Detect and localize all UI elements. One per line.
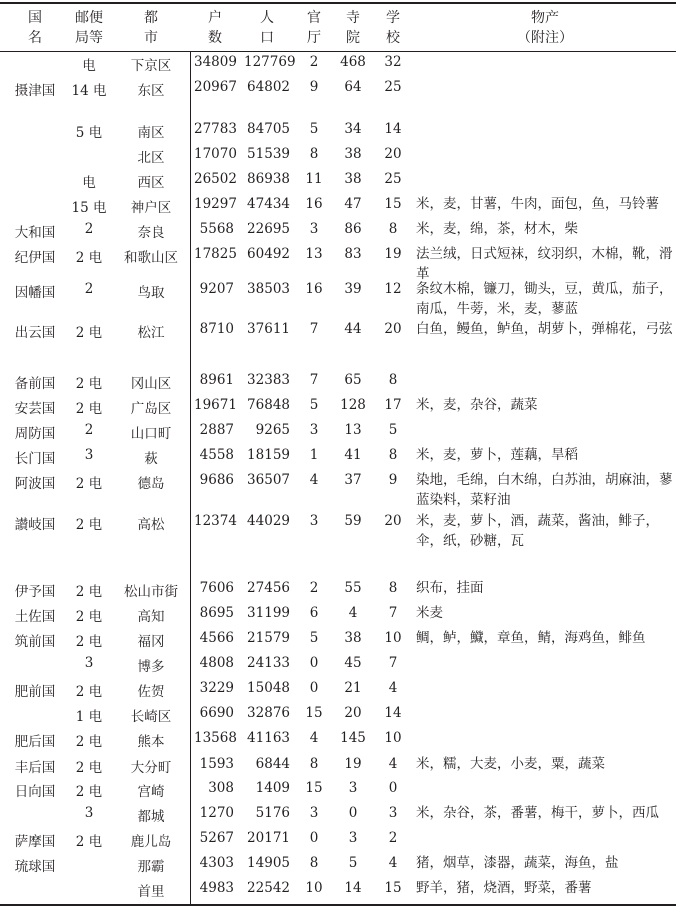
cell-post: 15 电 — [71, 200, 107, 216]
cell-products: 米，麦，杂谷，蔬菜 — [416, 397, 538, 413]
cell-schools: 0 — [388, 780, 398, 796]
cell-population: 14905 — [247, 855, 290, 871]
header-population — [250, 8, 284, 48]
cell-temples: 38 — [344, 146, 362, 162]
cell-households: 3229 — [199, 680, 234, 696]
cell-households: 9686 — [199, 472, 234, 488]
cell-post: 2 电 — [75, 784, 103, 800]
header-city-l2: 市 — [144, 30, 158, 46]
cell-population: 6844 — [255, 756, 290, 772]
header-products-l1: 物产 — [531, 10, 559, 26]
cell-province: 肥后国 — [14, 734, 56, 750]
cell-city: 冈山区 — [130, 376, 172, 392]
cell-city: 都城 — [137, 809, 165, 825]
cell-households: 4983 — [199, 880, 234, 896]
cell-schools: 8 — [388, 221, 398, 237]
cell-province: 日向国 — [14, 784, 56, 800]
header-temples-l1: 寺 — [346, 10, 360, 26]
cell-schools: 7 — [388, 655, 398, 671]
cell-temples: 65 — [344, 372, 362, 388]
cell-population: 27456 — [247, 580, 290, 596]
cell-population: 5176 — [255, 805, 290, 821]
cell-schools: 10 — [384, 730, 402, 746]
cell-post: 电 — [82, 175, 96, 191]
cell-temples: 5 — [348, 855, 358, 871]
cell-households: 4808 — [199, 655, 234, 671]
cell-offices: 9 — [309, 79, 319, 95]
cell-city: 广岛区 — [130, 401, 172, 417]
cell-products: 米，杂谷，茶，番薯，梅干，萝卜，西瓜 — [416, 805, 659, 821]
cell-schools: 5 — [388, 422, 398, 438]
cell-city: 福冈 — [137, 634, 165, 650]
cell-city: 萩 — [144, 451, 158, 467]
header-products — [470, 8, 620, 48]
cell-households: 1270 — [199, 805, 234, 821]
cell-offices: 8 — [309, 756, 319, 772]
cell-households: 8710 — [199, 321, 234, 337]
cell-offices: 3 — [309, 221, 319, 237]
cell-offices: 3 — [309, 422, 319, 438]
cell-temples: 38 — [344, 630, 362, 646]
cell-schools: 8 — [388, 372, 398, 388]
cell-households: 26502 — [194, 171, 237, 187]
cell-population: 38503 — [247, 281, 290, 297]
top-rule — [0, 2, 676, 4]
cell-population: 127769 — [244, 54, 296, 70]
cell-temples: 4 — [348, 605, 358, 621]
cell-households: 17070 — [194, 146, 237, 162]
cell-province: 琉球国 — [14, 859, 56, 875]
cell-temples: 38 — [344, 171, 362, 187]
cell-temples: 47 — [344, 196, 362, 212]
cell-population: 44029 — [247, 513, 290, 529]
cell-offices: 7 — [309, 321, 319, 337]
cell-households: 27783 — [194, 121, 237, 137]
cell-province: 土佐国 — [14, 609, 56, 625]
cell-products: 猪，烟草，漆器，蔬菜，海鱼，盐 — [416, 855, 619, 871]
cell-offices: 6 — [309, 605, 319, 621]
cell-city: 鹿儿岛 — [130, 834, 172, 850]
header-temples — [338, 8, 368, 48]
header-schools — [378, 8, 408, 48]
header-post — [64, 8, 114, 48]
cell-city: 西区 — [137, 175, 165, 191]
cell-households: 8695 — [199, 605, 234, 621]
cell-offices: 5 — [309, 121, 319, 137]
cell-province: 周防国 — [14, 426, 56, 442]
header-post-l1: 邮便 — [75, 10, 103, 26]
cell-schools: 10 — [384, 630, 402, 646]
cell-offices: 13 — [305, 246, 323, 262]
cell-post: 5 电 — [75, 125, 103, 141]
cell-temples: 41 — [344, 447, 362, 463]
cell-population: 32383 — [247, 372, 290, 388]
cell-households: 13568 — [194, 730, 237, 746]
header-products-l2: （附注） — [517, 30, 573, 46]
cell-post: 2 电 — [75, 734, 103, 750]
cell-offices: 10 — [305, 880, 323, 896]
cell-products: 米，糯，大麦，小麦，粟，蔬菜 — [416, 756, 605, 772]
cell-schools: 25 — [384, 171, 402, 187]
cell-households: 34809 — [194, 54, 237, 70]
cell-post: 3 — [84, 447, 94, 463]
cell-post: 14 电 — [71, 83, 107, 99]
cell-temples: 3 — [348, 830, 358, 846]
cell-temples: 14 — [344, 880, 362, 896]
cell-post: 2 电 — [75, 517, 103, 533]
cell-post: 2 电 — [75, 609, 103, 625]
header-households-l1: 户 — [208, 10, 222, 26]
cell-temples: 468 — [340, 54, 366, 70]
cell-products: 条纹木棉，镰刀，锄头，豆，黄瓜，茄子，南瓜，牛蒡，米，麦，蓼蓝 — [416, 281, 673, 317]
cell-offices: 3 — [309, 805, 319, 821]
header-schools-l1: 学 — [386, 10, 400, 26]
header-households-l2: 数 — [208, 30, 222, 46]
cell-city: 佐贺 — [137, 684, 165, 700]
cell-population: 47434 — [247, 196, 290, 212]
cell-province: 摄津国 — [14, 83, 56, 99]
cell-city: 松山市街 — [124, 584, 178, 600]
cell-temples: 86 — [344, 221, 362, 237]
cell-city: 鸟取 — [137, 285, 165, 301]
cell-temples: 0 — [348, 805, 358, 821]
cell-offices: 1 — [309, 447, 319, 463]
cell-province: 阿波国 — [14, 476, 56, 492]
cell-post: 3 — [84, 655, 94, 671]
cell-province: 出云国 — [14, 325, 56, 341]
cell-households: 8961 — [199, 372, 234, 388]
cell-city: 松江 — [137, 325, 165, 341]
cell-post: 2 电 — [75, 401, 103, 417]
cell-temples: 3 — [348, 780, 358, 796]
cell-offices: 0 — [309, 680, 319, 696]
cell-post: 2 — [84, 422, 94, 438]
cell-offices: 4 — [309, 730, 319, 746]
cell-households: 19671 — [194, 397, 237, 413]
cell-province: 因幡国 — [14, 285, 56, 301]
cell-population: 36507 — [247, 472, 290, 488]
cell-population: 32876 — [247, 705, 290, 721]
cell-province: 纪伊国 — [14, 250, 56, 266]
cell-city: 奈良 — [137, 225, 165, 241]
cell-schools: 8 — [388, 447, 398, 463]
header-province — [10, 8, 60, 48]
cell-offices: 7 — [309, 372, 319, 388]
cell-offices: 11 — [305, 171, 323, 187]
cell-province: 大和国 — [14, 225, 56, 241]
cell-offices: 15 — [305, 780, 323, 796]
cell-offices: 15 — [305, 705, 323, 721]
cell-population: 15048 — [247, 680, 290, 696]
cell-households: 5267 — [199, 830, 234, 846]
cell-city: 那霸 — [137, 859, 165, 875]
cell-schools: 32 — [384, 54, 402, 70]
cell-population: 60492 — [247, 246, 290, 262]
cell-products: 野羊，猪，烧酒，野菜，番薯 — [416, 880, 592, 896]
cell-city: 熊本 — [137, 734, 165, 750]
cell-temples: 145 — [340, 730, 366, 746]
cell-province: 筑前国 — [14, 634, 56, 650]
cell-city: 东区 — [137, 83, 165, 99]
cell-population: 76848 — [247, 397, 290, 413]
cell-offices: 8 — [309, 146, 319, 162]
cell-products: 米麦 — [416, 605, 443, 621]
cell-offices: 8 — [309, 855, 319, 871]
cell-province: 肥前国 — [14, 684, 56, 700]
cell-schools: 4 — [388, 756, 398, 772]
cell-temples: 21 — [344, 680, 362, 696]
cell-temples: 13 — [344, 422, 362, 438]
cell-offices: 2 — [309, 580, 319, 596]
cell-population: 18159 — [247, 447, 290, 463]
cell-population: 37611 — [247, 321, 290, 337]
cell-households: 20967 — [194, 79, 237, 95]
cell-products: 织布，挂面 — [416, 580, 484, 596]
cell-offices: 4 — [309, 472, 319, 488]
cell-offices: 5 — [309, 397, 319, 413]
cell-population: 41163 — [247, 730, 290, 746]
cell-post: 1 电 — [75, 709, 103, 725]
cell-city: 高松 — [137, 517, 165, 533]
cell-households: 4566 — [199, 630, 234, 646]
cell-province: 备前国 — [14, 376, 56, 392]
cell-households: 19297 — [194, 196, 237, 212]
cell-post: 2 电 — [75, 634, 103, 650]
cell-temples: 19 — [344, 756, 362, 772]
cell-city: 高知 — [137, 609, 165, 625]
cell-post: 2 电 — [75, 684, 103, 700]
cell-post: 2 电 — [75, 584, 103, 600]
cell-province: 安芸国 — [14, 401, 56, 417]
header-population-l2: 口 — [260, 30, 274, 46]
cell-schools: 14 — [384, 705, 402, 721]
cell-offices: 0 — [309, 655, 319, 671]
cell-city: 宫崎 — [137, 784, 165, 800]
cell-temples: 44 — [344, 321, 362, 337]
cell-households: 7606 — [199, 580, 234, 596]
cell-province: 讃岐国 — [14, 517, 56, 533]
cell-households: 2887 — [199, 422, 234, 438]
cell-temples: 55 — [344, 580, 362, 596]
cell-city: 神户区 — [130, 200, 172, 216]
cell-products: 染地，毛绵，白木绵，白苏油，胡麻油，蓼蓝染料，菜籽油 — [416, 472, 673, 508]
cell-city: 下京区 — [130, 58, 172, 74]
cell-schools: 20 — [384, 321, 402, 337]
cell-population: 1409 — [255, 780, 290, 796]
cell-temples: 34 — [344, 121, 362, 137]
cell-schools: 4 — [388, 855, 398, 871]
cell-city: 首里 — [137, 884, 165, 900]
cell-population: 31199 — [247, 605, 290, 621]
cell-temples: 20 — [344, 705, 362, 721]
header-offices — [300, 8, 328, 48]
header-temples-l2: 院 — [346, 30, 360, 46]
cell-offices: 2 — [309, 54, 319, 70]
cell-schools: 4 — [388, 680, 398, 696]
cell-post: 2 — [84, 281, 94, 297]
header-schools-l2: 校 — [386, 30, 400, 46]
cell-temples: 128 — [340, 397, 366, 413]
cell-schools: 19 — [384, 246, 402, 262]
cell-post: 2 — [84, 221, 94, 237]
cell-households: 17825 — [194, 246, 237, 262]
cell-province: 丰后国 — [14, 760, 56, 776]
cell-population: 86938 — [247, 171, 290, 187]
cell-temples: 59 — [344, 513, 362, 529]
cell-post: 2 电 — [75, 250, 103, 266]
cell-post: 2 电 — [75, 834, 103, 850]
header-households — [198, 8, 232, 48]
header-offices-l1: 官 — [307, 10, 321, 26]
cell-households: 4558 — [199, 447, 234, 463]
cell-offices: 16 — [305, 281, 323, 297]
header-province-l1: 国 — [28, 10, 42, 26]
cell-post: 3 — [84, 805, 94, 821]
cell-households: 12374 — [194, 513, 237, 529]
cell-post: 2 电 — [75, 376, 103, 392]
cell-offices: 3 — [309, 513, 319, 529]
cell-products: 法兰绒，日式短袜，纹羽织，木棉，靴，滑革 — [416, 246, 673, 282]
cell-products: 米，麦，甘薯，牛肉，面包，鱼，马铃薯 — [416, 196, 659, 212]
cell-schools: 25 — [384, 79, 402, 95]
cell-population: 64802 — [247, 79, 290, 95]
cell-households: 4303 — [199, 855, 234, 871]
cell-households: 6690 — [199, 705, 234, 721]
cell-schools: 3 — [388, 805, 398, 821]
cell-products: 米，麦，萝卜，莲藕，旱稻 — [416, 447, 578, 463]
cell-schools: 20 — [384, 513, 402, 529]
cell-post: 2 电 — [75, 760, 103, 776]
cell-population: 9265 — [255, 422, 290, 438]
cell-city: 北区 — [137, 150, 165, 166]
cell-temples: 45 — [344, 655, 362, 671]
cell-province: 长门国 — [14, 451, 56, 467]
cell-schools: 20 — [384, 146, 402, 162]
cell-temples: 37 — [344, 472, 362, 488]
cell-products: 米，麦，绵，茶，材木，柴 — [416, 221, 578, 237]
header-population-l1: 人 — [260, 10, 274, 26]
cell-products: 白鱼，鳗鱼，鲈鱼，胡萝卜，弹棉花，弓弦 — [416, 321, 673, 337]
cell-population: 22542 — [247, 880, 290, 896]
cell-post: 电 — [82, 58, 96, 74]
cell-post: 2 电 — [75, 476, 103, 492]
bottom-rule — [0, 904, 676, 906]
cell-schools: 17 — [384, 397, 402, 413]
cell-schools: 8 — [388, 580, 398, 596]
cell-province: 伊予国 — [14, 584, 56, 600]
cell-households: 5568 — [199, 221, 234, 237]
cell-post: 2 电 — [75, 325, 103, 341]
cell-city: 博多 — [137, 659, 165, 675]
cell-schools: 15 — [384, 880, 402, 896]
cell-products: 米，麦，萝卜，酒，蔬菜，酱油，鲱子，伞，纸，砂糖，瓦 — [416, 513, 659, 549]
cell-city: 和歌山区 — [124, 250, 178, 266]
cell-city: 德岛 — [137, 476, 165, 492]
cell-population: 20171 — [247, 830, 290, 846]
header-province-l2: 名 — [28, 30, 42, 46]
cell-schools: 15 — [384, 196, 402, 212]
cell-population: 22695 — [247, 221, 290, 237]
cell-products: 鲷，鲈，鱵，章鱼，鲭，海鸡鱼，鲱鱼 — [416, 630, 646, 646]
cell-temples: 39 — [344, 281, 362, 297]
cell-offices: 0 — [309, 830, 319, 846]
cell-population: 21579 — [247, 630, 290, 646]
cell-households: 308 — [208, 780, 234, 796]
cell-households: 9207 — [199, 281, 234, 297]
cell-city: 大分町 — [130, 760, 172, 776]
cell-schools: 9 — [388, 472, 398, 488]
header-rule — [0, 51, 676, 52]
cell-temples: 83 — [344, 246, 362, 262]
cell-schools: 14 — [384, 121, 402, 137]
header-offices-l2: 厅 — [307, 30, 321, 46]
cell-temples: 64 — [344, 79, 362, 95]
cell-province: 萨摩国 — [14, 834, 56, 850]
cell-offices: 16 — [305, 196, 323, 212]
cell-schools: 12 — [384, 281, 402, 297]
cell-population: 84705 — [247, 121, 290, 137]
cell-city: 南区 — [137, 125, 165, 141]
cell-city: 山口町 — [130, 426, 172, 442]
cell-schools: 2 — [388, 830, 398, 846]
column-divider — [190, 52, 191, 904]
cell-households: 1593 — [199, 756, 234, 772]
cell-offices: 5 — [309, 630, 319, 646]
cell-population: 24133 — [247, 655, 290, 671]
cell-city: 长崎区 — [130, 709, 172, 725]
cell-schools: 7 — [388, 605, 398, 621]
cell-population: 51539 — [247, 146, 290, 162]
header-post-l2: 局等 — [75, 30, 103, 46]
header-city-l1: 都 — [144, 10, 158, 26]
header-city — [124, 8, 178, 48]
